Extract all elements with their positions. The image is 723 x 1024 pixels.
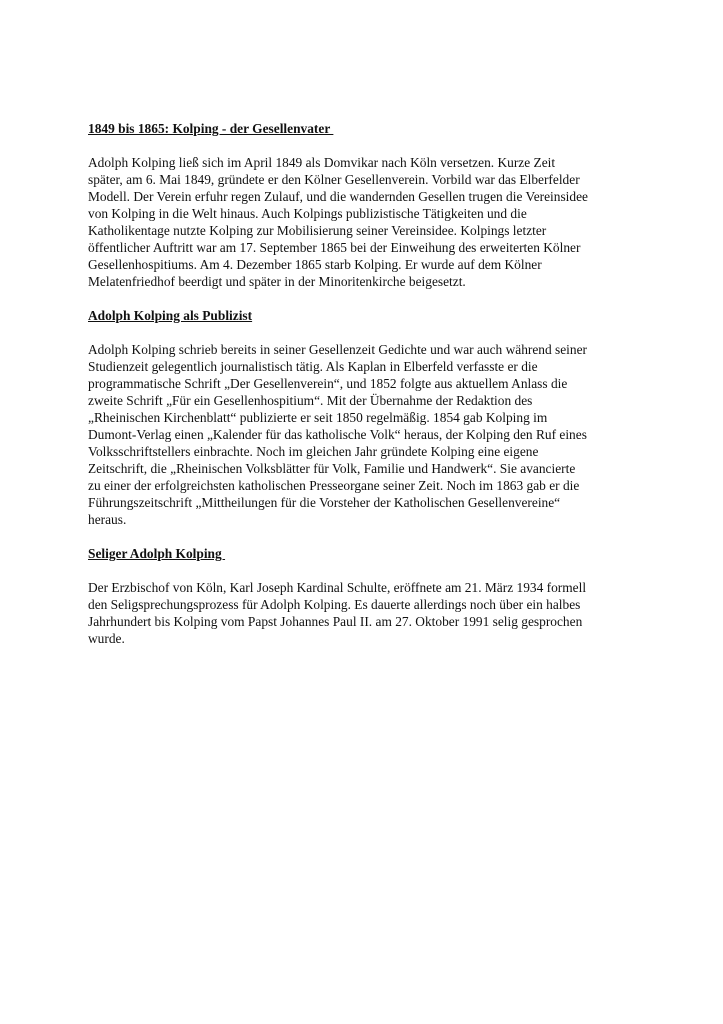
text-line: Der Erzbischof von Köln, Karl Joseph Kardinal Schulte, eröffnete am 21. März 1934 formell (88, 580, 587, 595)
text-line: den Seligsprechungsprozess für Adolph Kolping. Es dauerte allerdings noch über ein halbes (88, 597, 581, 612)
text-line: Dumont-Verlag einen „Kalender für das katholische Volk“ heraus, der Kolping den Ruf eines (88, 427, 587, 442)
text-line: von Kolping in die Welt hinaus. Auch Kolpings publizistische Tätigkeiten und die (88, 206, 527, 221)
section-paragraph (88, 341, 648, 528)
text-line: später, am 6. Mai 1849, gründete er den Kölner Gesellenverein. Vorbild war das Elberfelder (88, 172, 580, 187)
text-line: zweite Schrift „Für ein Gesellenhospitium“. Mit der Übernahme der Redaktion des (88, 393, 533, 408)
section-heading: Adolph Kolping als Publizist (88, 308, 253, 323)
text-line: Zeitschrift, die „Rheinischen Volksblätter für Volk, Familie und Handwerk“. Sie avancierte (88, 461, 576, 476)
text-line: „Rheinischen Kirchenblatt“ publizierte er seit 1850 regelmäßig. 1854 gab Kolping im (88, 410, 548, 425)
text-line: Jahrhundert bis Kolping vom Papst Johannes Paul II. am 27. Oktober 1991 selig gesprochen (88, 614, 583, 629)
text-line: programmatische Schrift „Der Gesellenverein“, und 1852 folgte aus aktuellem Anlass die (88, 376, 568, 391)
section-gesellenvater (88, 120, 648, 290)
document-page (88, 120, 648, 664)
section-paragraph (88, 154, 648, 290)
section-publizist (88, 307, 648, 528)
text-line: Führungszeitschrift „Mittheilungen für die Vorsteher der Katholischen Gesellenvereine“ (88, 495, 561, 510)
text-line: wurde. (88, 631, 125, 646)
text-line: Adolph Kolping schrieb bereits in seiner Gesellenzeit Gedichte und war auch während seiner (88, 342, 588, 357)
text-line: zu einer der erfolgreichsten katholischen Presseorgane seiner Zeit. Noch im 1863 gab er die (88, 478, 580, 493)
text-line: Katholikentage nutzte Kolping zur Mobilisierung seiner Vereinsidee. Kolpings letzter (88, 223, 547, 238)
section-paragraph (88, 579, 648, 647)
text-line: öffentlicher Auftritt war am 17. September 1865 bei der Einweihung des erweiterten Kölner (88, 240, 581, 255)
text-line: Modell. Der Verein erfuhr regen Zulauf, und die wandernden Gesellen trugen die Vereinsidee (88, 189, 588, 204)
text-line: Volksschriftstellers einbrachte. Noch im gleichen Jahr gründete Kolping eine eigene (88, 444, 539, 459)
text-line: heraus. (88, 512, 127, 527)
section-heading: 1849 bis 1865: Kolping - der Gesellenvater (88, 121, 334, 136)
text-line: Adolph Kolping ließ sich im April 1849 als Domvikar nach Köln versetzen. Kurze Zeit (88, 155, 556, 170)
section-seliger (88, 545, 648, 647)
text-line: Studienzeit gelegentlich journalistisch tätig. Als Kaplan in Elberfeld verfasste er die (88, 359, 538, 374)
text-line: Gesellenhospitiums. Am 4. Dezember 1865 starb Kolping. Er wurde auf dem Kölner (88, 257, 542, 272)
text-line: Melatenfriedhof beerdigt und später in der Minoritenkirche beigesetzt. (88, 274, 466, 289)
section-heading: Seliger Adolph Kolping (88, 546, 226, 561)
